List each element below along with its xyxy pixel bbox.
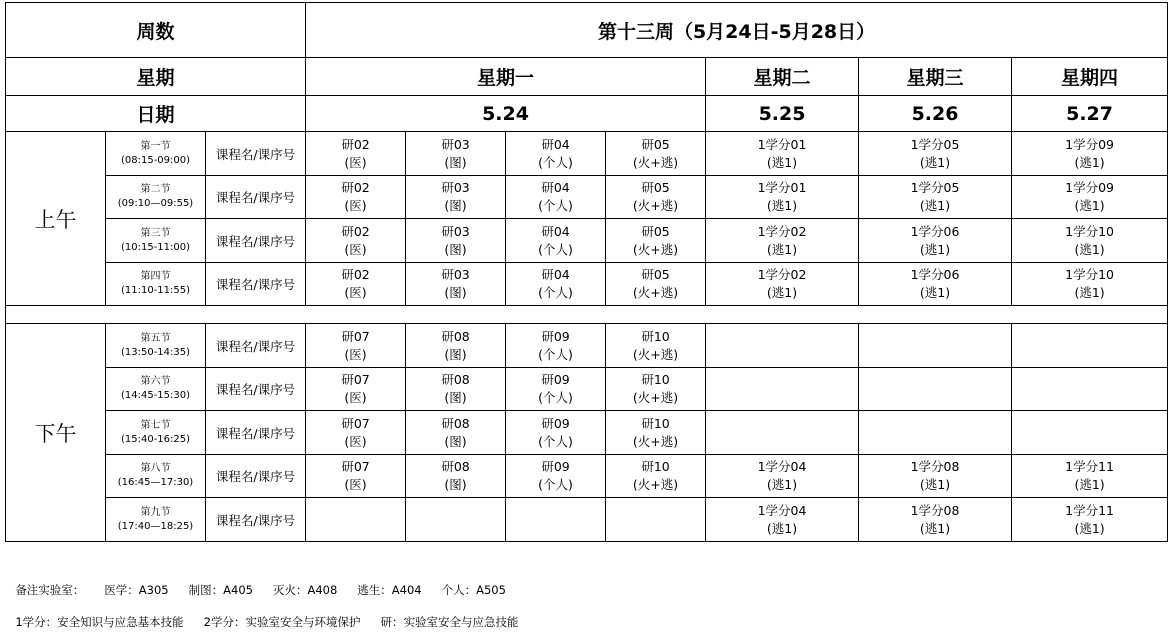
schedule-cell	[406, 368, 506, 411]
course-label: 课程名/课序号	[206, 176, 306, 219]
cell-lab: (逃1)	[766, 477, 798, 492]
cell-lab: (火+逃)	[632, 241, 679, 257]
notes-lab-personal: 个人：A505	[441, 583, 506, 597]
course-label: 课程名/课序号	[206, 263, 306, 306]
afternoon-label: 下午	[6, 324, 106, 542]
schedule-cell	[859, 324, 1012, 368]
schedule-cell	[1012, 219, 1168, 263]
cell-code: 研02	[341, 223, 370, 239]
cell-lab: (逃1)	[1074, 154, 1105, 170]
period-cell	[106, 176, 206, 219]
schedule-cell	[306, 263, 406, 306]
cell-lab: (个人)	[538, 390, 573, 405]
cell-code: 研05	[641, 136, 670, 152]
cell-lab: (火+逃)	[632, 390, 679, 405]
period-time: (14:45-15:30)	[120, 390, 191, 401]
notes-lab-label: 备注实验室：	[15, 583, 85, 597]
cell-lab: (逃1)	[919, 520, 951, 536]
schedule-cell	[606, 455, 706, 498]
cell-lab: (个人)	[538, 433, 573, 449]
cell-lab: (个人)	[538, 285, 573, 300]
period-time: (16:45—17:30)	[117, 477, 194, 488]
period-time: (11:10-11:55)	[120, 285, 191, 296]
period-name: 第二节	[140, 184, 171, 195]
period-name: 第五节	[140, 332, 171, 344]
schedule-cell	[306, 176, 406, 219]
weekday-3: 星期三	[859, 58, 1012, 96]
cell-code: 1学分08	[910, 502, 960, 518]
schedule-cell	[859, 368, 1012, 411]
notes-lab-drawing: 制图：A405	[188, 583, 253, 597]
cell-lab: (图)	[444, 198, 467, 213]
period-time: (09:10—09:55)	[117, 198, 194, 209]
cell-code: 研08	[441, 328, 470, 344]
schedule-cell	[406, 411, 506, 455]
schedule-cell	[406, 498, 506, 542]
table-row	[6, 263, 1168, 306]
schedule-cell	[406, 219, 506, 263]
schedule-cell	[706, 455, 859, 498]
cell-code: 研09	[541, 328, 570, 344]
schedule-cell	[1012, 263, 1168, 306]
cell-lab: (个人)	[538, 346, 573, 362]
schedule-cell	[1012, 368, 1168, 411]
period-cell	[106, 132, 206, 176]
cell-code: 研09	[541, 459, 570, 474]
schedule-cell	[406, 176, 506, 219]
cell-lab: (个人)	[538, 198, 573, 213]
cell-code: 研03	[441, 223, 470, 239]
schedule-cell	[1012, 132, 1168, 176]
notes-course-research: 研：实验室安全与应急技能	[380, 615, 519, 629]
cell-code: 1学分05	[910, 180, 960, 195]
schedule-cell	[706, 498, 859, 542]
schedule-cell	[506, 411, 606, 455]
schedule-cell	[306, 324, 406, 368]
schedule-cell	[1012, 411, 1168, 455]
cell-lab: (图)	[444, 346, 467, 362]
period-cell	[106, 219, 206, 263]
schedule-cell	[506, 219, 606, 263]
date-2: 5.25	[706, 96, 859, 132]
cell-lab: (火+逃)	[632, 433, 679, 449]
schedule-cell	[706, 368, 859, 411]
schedule-cell	[706, 132, 859, 176]
table-row	[6, 498, 1168, 542]
weekday-label: 星期	[6, 58, 306, 96]
schedule-cell	[606, 176, 706, 219]
table-row	[6, 455, 1168, 498]
afternoon-section	[6, 324, 1168, 542]
course-label: 课程名/课序号	[206, 132, 306, 176]
cell-code: 研05	[641, 223, 670, 239]
notes-lab-escape: 逃生：A404	[357, 583, 422, 597]
schedule-cell	[306, 368, 406, 411]
section-spacer	[6, 306, 1168, 324]
cell-lab: (逃1)	[766, 198, 798, 213]
cell-code: 研08	[441, 415, 470, 431]
schedule-cell	[506, 263, 606, 306]
cell-code: 研09	[541, 415, 570, 431]
cell-code: 1学分05	[910, 136, 960, 152]
schedule-cell	[306, 132, 406, 176]
cell-lab: (个人)	[538, 477, 573, 492]
weekday-4: 星期四	[1012, 58, 1168, 96]
schedule-cell	[606, 411, 706, 455]
cell-lab: (逃1)	[919, 241, 951, 257]
schedule-cell	[506, 368, 606, 411]
schedule-cell	[606, 324, 706, 368]
cell-lab: (医)	[344, 154, 367, 170]
cell-code: 1学分06	[910, 223, 960, 239]
cell-code: 研10	[641, 328, 670, 344]
date-1: 5.24	[306, 96, 706, 132]
schedule-cell	[506, 455, 606, 498]
cell-lab: (火+逃)	[632, 285, 679, 300]
schedule-cell	[306, 411, 406, 455]
cell-lab: (逃1)	[919, 477, 951, 492]
schedule-table	[5, 2, 1168, 542]
period-name: 第三节	[140, 227, 171, 239]
schedule-cell	[1012, 498, 1168, 542]
cell-code: 研03	[441, 136, 470, 152]
schedule-cell	[606, 132, 706, 176]
schedule-cell	[859, 411, 1012, 455]
course-label: 课程名/课序号	[206, 368, 306, 411]
schedule-cell	[706, 176, 859, 219]
period-name: 第七节	[140, 419, 171, 431]
cell-lab: (逃1)	[1074, 241, 1105, 257]
cell-lab: (逃1)	[919, 154, 951, 170]
table-row	[6, 176, 1168, 219]
schedule-cell	[1012, 176, 1168, 219]
period-cell	[106, 411, 206, 455]
cell-code: 1学分08	[910, 459, 960, 474]
cell-code: 研02	[341, 136, 370, 152]
date-label: 日期	[6, 96, 306, 132]
cell-code: 研07	[341, 372, 370, 387]
course-label: 课程名/课序号	[206, 498, 306, 542]
schedule-cell	[406, 455, 506, 498]
cell-code: 研08	[441, 372, 470, 387]
cell-lab: (逃1)	[766, 154, 798, 170]
schedule-cell	[406, 263, 506, 306]
notes-course-1: 1学分：安全知识与应急基本技能	[15, 615, 184, 629]
cell-code: 1学分10	[1065, 267, 1114, 282]
schedule-cell	[1012, 324, 1168, 368]
period-name: 第八节	[140, 463, 171, 474]
cell-lab: (图)	[444, 433, 467, 449]
cell-lab: (医)	[344, 346, 367, 362]
schedule-cell	[706, 263, 859, 306]
cell-code: 研04	[541, 136, 570, 152]
cell-code: 研05	[641, 180, 670, 195]
period-name: 第一节	[140, 140, 171, 152]
schedule-cell	[859, 455, 1012, 498]
cell-code: 1学分01	[757, 136, 807, 152]
cell-code: 1学分11	[1065, 502, 1114, 518]
period-time: (08:15-09:00)	[120, 154, 191, 166]
cell-code: 研05	[641, 267, 670, 282]
period-name: 第四节	[140, 271, 171, 282]
period-time: (10:15-11:00)	[120, 241, 191, 253]
cell-lab: (图)	[444, 390, 467, 405]
cell-lab: (图)	[444, 241, 467, 257]
course-label: 课程名/课序号	[206, 455, 306, 498]
schedule-cell	[706, 324, 859, 368]
weekday-1: 星期一	[306, 58, 706, 96]
schedule-cell	[859, 132, 1012, 176]
cell-lab: (火+逃)	[632, 477, 679, 492]
schedule-cell	[606, 219, 706, 263]
cell-lab: (逃1)	[766, 285, 798, 300]
schedule-cell	[606, 368, 706, 411]
cell-code: 研10	[641, 415, 670, 431]
cell-lab: (逃1)	[1074, 520, 1105, 536]
cell-code: 1学分02	[757, 267, 807, 282]
cell-lab: (火+逃)	[632, 346, 679, 362]
notes-line-2	[8, 600, 538, 630]
cell-code: 研07	[341, 459, 370, 474]
cell-lab: (逃1)	[919, 285, 951, 300]
cell-code: 研02	[341, 180, 370, 195]
morning-section	[6, 132, 1168, 306]
cell-code: 1学分09	[1065, 136, 1114, 152]
course-label: 课程名/课序号	[206, 324, 306, 368]
cell-code: 研04	[541, 223, 570, 239]
cell-lab: (图)	[444, 285, 467, 300]
period-name: 第六节	[140, 376, 171, 387]
cell-lab: (个人)	[538, 241, 573, 257]
cell-lab: (火+逃)	[632, 198, 679, 213]
schedule-cell	[606, 263, 706, 306]
cell-code: 研04	[541, 180, 570, 195]
cell-lab: (逃1)	[766, 520, 798, 536]
morning-label: 上午	[6, 132, 106, 306]
schedule-cell	[506, 132, 606, 176]
period-time: (15:40-16:25)	[120, 433, 191, 445]
cell-code: 1学分06	[910, 267, 960, 282]
cell-code: 研07	[341, 328, 370, 344]
schedule-cell	[859, 176, 1012, 219]
period-cell	[106, 263, 206, 306]
cell-lab: (医)	[344, 241, 367, 257]
cell-lab: (医)	[344, 390, 367, 405]
table-row	[6, 219, 1168, 263]
cell-code: 研02	[341, 267, 370, 282]
schedule-cell	[406, 132, 506, 176]
cell-code: 研07	[341, 415, 370, 431]
cell-lab: (逃1)	[1074, 477, 1105, 492]
schedule-cell	[706, 411, 859, 455]
cell-code: 研10	[641, 459, 670, 474]
date-3: 5.26	[859, 96, 1012, 132]
weekday-2: 星期二	[706, 58, 859, 96]
cell-code: 1学分01	[757, 180, 807, 195]
cell-lab: (逃1)	[1074, 198, 1105, 213]
cell-lab: (医)	[344, 433, 367, 449]
cell-lab: (个人)	[538, 154, 573, 170]
cell-code: 研03	[441, 180, 470, 195]
table-row	[6, 324, 1168, 368]
period-time: (13:50-14:35)	[120, 346, 191, 358]
cell-code: 研10	[641, 372, 670, 387]
cell-code: 1学分11	[1065, 459, 1114, 474]
cell-lab: (逃1)	[1074, 285, 1105, 300]
cell-code: 研09	[541, 372, 570, 387]
cell-code: 1学分02	[757, 223, 807, 239]
cell-lab: (医)	[344, 198, 367, 213]
schedule-cell	[859, 263, 1012, 306]
date-4: 5.27	[1012, 96, 1168, 132]
week-value: 第十三周（5月24日-5月28日）	[306, 3, 1168, 58]
cell-code: 1学分10	[1065, 223, 1114, 239]
schedule-cell	[1012, 455, 1168, 498]
schedule-cell	[859, 498, 1012, 542]
schedule-cell	[606, 498, 706, 542]
schedule-cell	[506, 176, 606, 219]
notes-line-1	[8, 568, 526, 598]
cell-lab: (逃1)	[766, 241, 798, 257]
cell-lab: (逃1)	[919, 198, 951, 213]
period-time: (17:40—18:25)	[117, 520, 194, 532]
table-row	[6, 368, 1168, 411]
cell-lab: (图)	[444, 154, 467, 170]
table-row	[6, 411, 1168, 455]
cell-lab: (医)	[344, 285, 367, 300]
notes-lab-fire: 灭火：A408	[272, 583, 338, 597]
schedule-cell	[506, 324, 606, 368]
schedule-cell	[706, 219, 859, 263]
schedule-cell	[859, 219, 1012, 263]
notes-course-2: 2学分：实验室安全与环境保护	[203, 615, 361, 629]
week-label: 周数	[6, 3, 306, 58]
schedule-cell	[306, 219, 406, 263]
cell-code: 研04	[541, 267, 570, 282]
schedule-cell	[506, 498, 606, 542]
period-cell	[106, 455, 206, 498]
period-cell	[106, 368, 206, 411]
cell-code: 1学分04	[757, 459, 807, 474]
course-label: 课程名/课序号	[206, 411, 306, 455]
cell-code: 研03	[441, 267, 470, 282]
cell-lab: (图)	[444, 477, 467, 492]
course-label: 课程名/课序号	[206, 219, 306, 263]
cell-code: 1学分04	[757, 502, 807, 518]
cell-lab: (医)	[344, 477, 367, 492]
cell-lab: (火+逃)	[632, 154, 679, 170]
notes-lab-medical: 医学：A305	[104, 583, 169, 597]
cell-code: 研08	[441, 459, 470, 474]
schedule-cell	[306, 455, 406, 498]
cell-code: 1学分09	[1065, 180, 1114, 195]
period-cell	[106, 498, 206, 542]
period-cell	[106, 324, 206, 368]
period-name: 第九节	[140, 506, 171, 518]
schedule-cell	[406, 324, 506, 368]
table-row	[6, 132, 1168, 176]
schedule-cell	[306, 498, 406, 542]
